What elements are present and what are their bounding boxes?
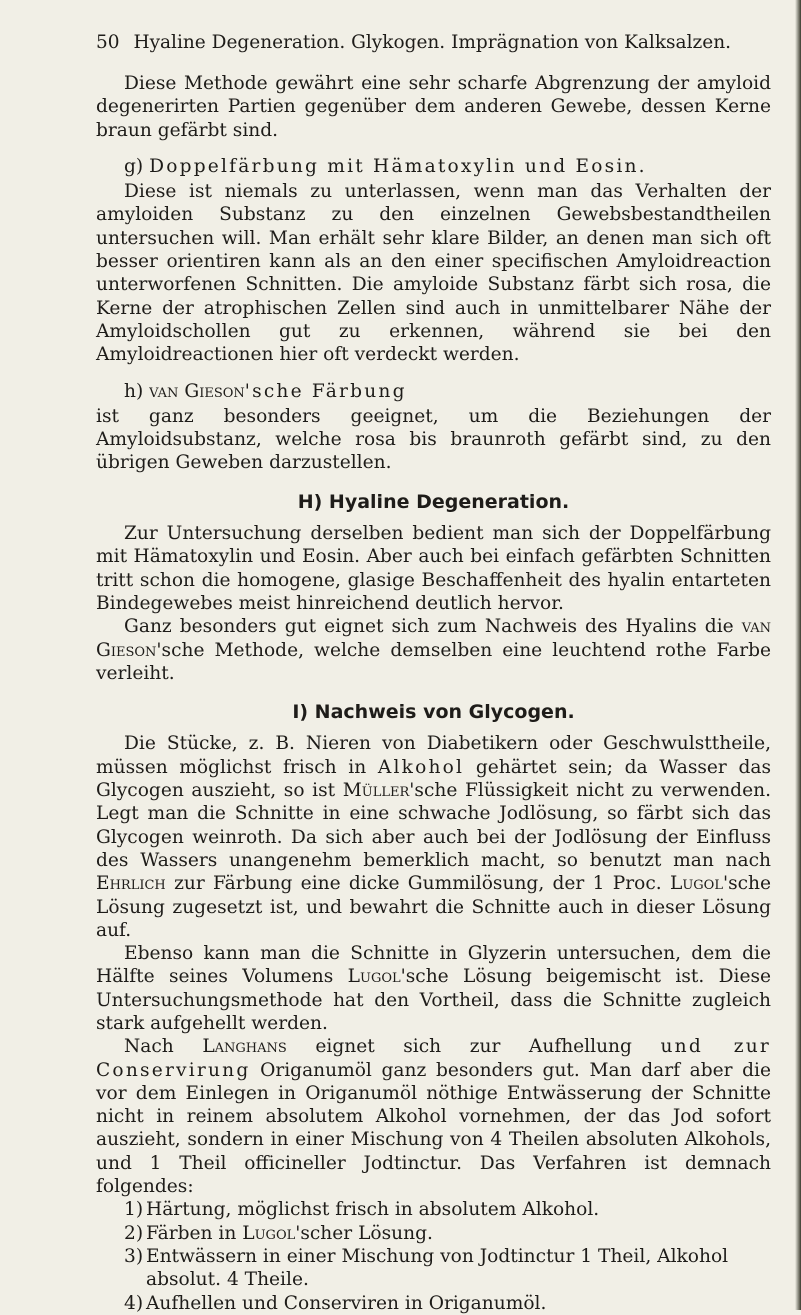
text-run: zur Färbung eine dicke Gummilösung, der 1 Proc.: [174, 873, 662, 895]
paragraph-glycogen-3: [96, 1035, 771, 1198]
section-heading-glycogen: I) Nachweis von Glycogen.: [292, 701, 575, 724]
text-run: 'sche Methode, welche demselben eine leuchtend rothe Farbe verleiht.: [96, 639, 771, 684]
author-name: Ehrlich: [96, 873, 166, 895]
paragraph-h: ist ganz besonders geeignet, um die Beziehungen der Amyloidsubstanz, welche rosa bis braunroth gefärbt sind, zu den übrigen Geweben darzustellen.: [96, 405, 771, 474]
text-run: 'sche Lösung beigemischt ist. Diese Untersuchungsmethode hat den Vortheil, dass die Schnitte zugleich stark aufgehellt werden.: [96, 966, 771, 1034]
author-name: Lugol: [669, 873, 723, 895]
section-heading-hyaline: H) Hyaline Degeneration.: [297, 490, 570, 513]
list-text: Aufhellen und Conserviren in Origanumöl.: [146, 1292, 547, 1314]
author-name: Lugol: [242, 1222, 296, 1244]
list-item: [96, 1292, 771, 1315]
text-run: Ebenso kann man die Schnitte in Glyzerin untersuchen, dem die Hälfte seines Volumens: [96, 943, 771, 988]
page-body: [96, 72, 771, 1315]
subheading-h-name: van Gieson: [149, 380, 245, 402]
list-number: 4): [124, 1292, 144, 1314]
list-text: Härtung, möglichst frisch in absolutem Alkohol.: [146, 1199, 600, 1221]
subheading-h-label: h): [124, 380, 144, 402]
text-run: Origanumöl ganz besonders gut. Man darf aber die vor dem Einlegen in Origanumöl nöthige Entwässerung der Schnitte nicht in reinem absolutem Alkohol vornehmen, der das Jod sofort auszieht, sondern in einer Mischung von 4 Theilen absoluten Alkohols, und 1 Theil officineller Jodtinctur. Das Verfahren ist demnach folgendes:: [96, 1059, 771, 1198]
emphasis-alkohol: Alkohol: [377, 756, 465, 778]
subheading-g-label: g): [124, 155, 144, 177]
list-text: Entwässern in einer Mischung von Jodtinctur 1 Theil, Alkohol absolut. 4 Theile.: [146, 1245, 729, 1291]
text-run: Nach: [124, 1036, 174, 1058]
text-run: Ganz besonders gut eignet sich zum Nachweis des Hyalins die: [124, 616, 734, 638]
author-name: van Gieson: [96, 616, 771, 661]
author-name: Müller: [342, 780, 410, 802]
procedure-list: [96, 1198, 771, 1314]
paragraph-glycogen-2: [96, 942, 771, 1035]
paragraph-hyaline-2: [96, 615, 771, 685]
list-number: 2): [124, 1222, 144, 1244]
text-run: Die Stücke, z. B. Nieren von Diabetikern oder Geschwulsttheile, müssen möglichst frisch in: [96, 733, 771, 778]
paragraph-hyaline-1: Zur Untersuchung derselben bedient man sich der Doppelfärbung mit Hämatoxylin und Eosin. Aber auch bei einfach gefärbten Schnitten tritt schon die homogene, glasige Beschaffenheit des hyalin entarteten Bindegewebes meist hinreichend deutlich hervor.: [96, 523, 771, 614]
paragraph-methode: Diese Methode gewährt eine sehr scharfe Abgrenzung der amyloid degenerirten Partien gegenüber dem anderen Gewebe, dessen Kerne braun gefärbt sind.: [96, 73, 771, 141]
text-run: 'sche Lösung zugesetzt ist, und bewahrt die Schnitte auch in dieser Lösung auf.: [96, 873, 772, 941]
author-name: Lugol: [347, 966, 401, 988]
page-number: 50: [96, 32, 120, 53]
author-name: Langhans: [202, 1036, 287, 1058]
list-number: 1): [124, 1199, 144, 1221]
emphasis-conservirung: und zur Conservirung: [96, 1036, 771, 1081]
text-run: 'sche Flüssigkeit nicht zu verwenden. Legt man die Schnitte in eine schwache Jodlösung, so färbt sich das Glycogen weinroth. Da sich aber auch bei der Jodlösung der Einfluss des Wassers unangenehm bemerklich macht, so benutzt man nach: [96, 780, 771, 871]
list-text: Färben in: [146, 1222, 237, 1244]
running-header: [96, 32, 766, 53]
subheading-g-title: Doppelfärbung mit Hämatoxylin und Eosin.: [149, 155, 647, 177]
page-edge-shadow: [795, 0, 801, 1310]
subheading-h: [96, 380, 771, 403]
paragraph-g: Diese ist niemals zu unterlassen, wenn man das Verhalten der amyloiden Substanz zu den einzelnen Gewebsbestandtheilen untersuchen will. Man erhält sehr klare Bilder, an denen man sich oft besser orientiren kann als an den einer specifischen Amyloidreaction unterworfenen Schnitten. Die amyloide Substanz färbt sich rosa, die Kerne der atrophischen Zellen sind auch in unmittelbarer Nähe der Amyloidschollen gut zu erkennen, während sie bei den Amyloidreactionen hier oft verdeckt werden.: [96, 181, 771, 366]
list-text: 'scher Lösung.: [295, 1222, 433, 1244]
list-item: [96, 1245, 771, 1292]
paragraph-glycogen-1: [96, 732, 771, 942]
subheading-g: [96, 155, 771, 178]
running-title: Hyaline Degeneration. Glykogen. Imprägnation von Kalksalzen.: [133, 32, 731, 53]
list-item: [96, 1198, 771, 1221]
list-number: 3): [124, 1245, 144, 1267]
subheading-h-title: 'sche Färbung: [244, 380, 407, 402]
text-run: eignet sich zur Aufhellung: [315, 1036, 632, 1058]
list-item: [96, 1222, 771, 1245]
text-run: gehärtet sein; da Wasser das Glycogen auszieht, so ist: [96, 756, 771, 802]
